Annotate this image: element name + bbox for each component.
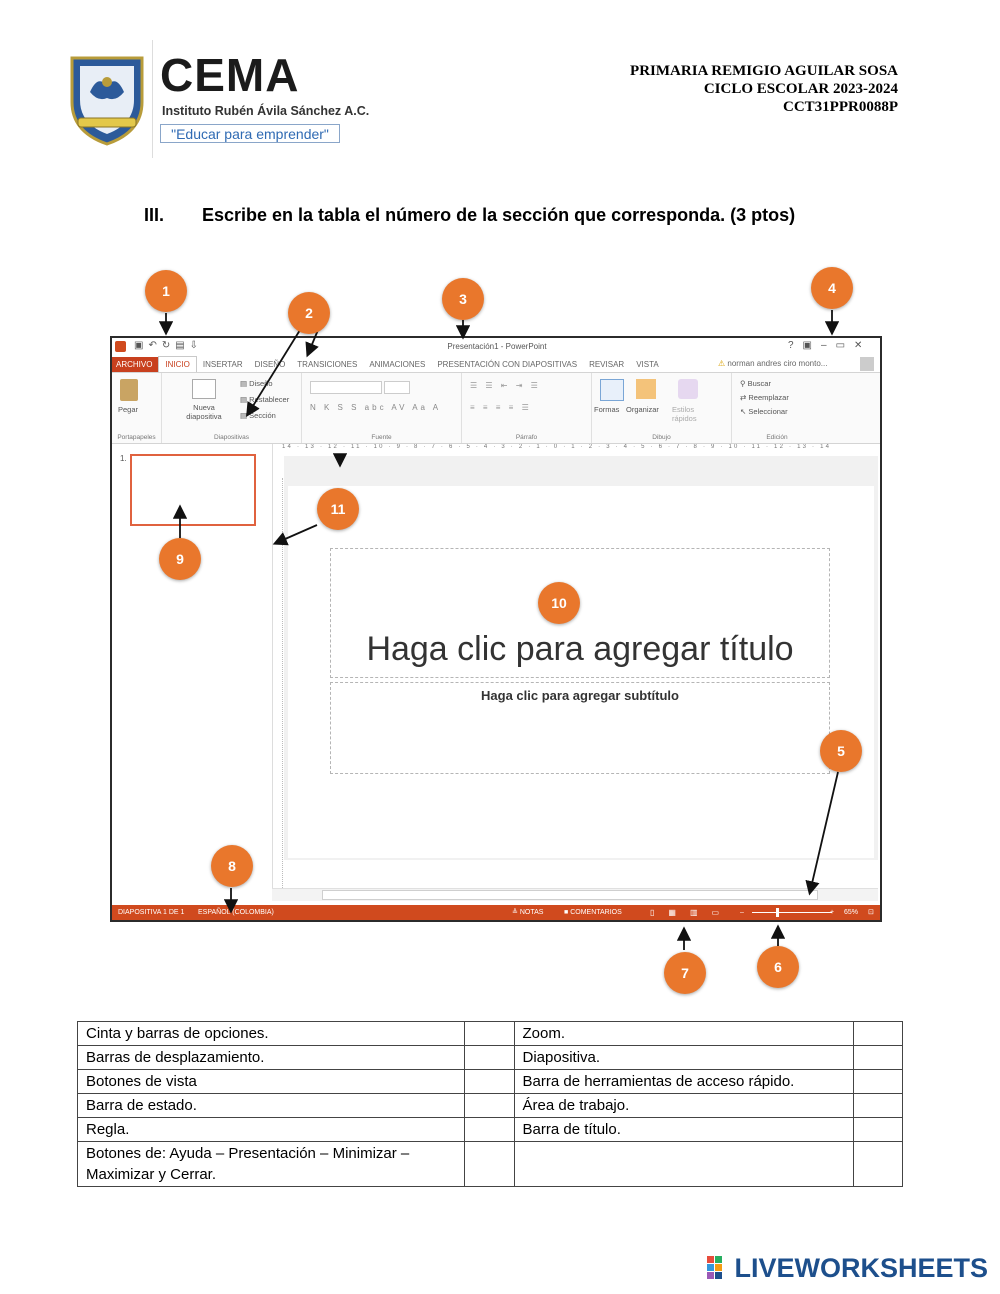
binoculars-icon: ⚲	[740, 379, 746, 388]
cursor-icon: ↖	[740, 407, 747, 416]
answer-cell[interactable]	[465, 1046, 514, 1070]
group-label: Edición	[766, 434, 788, 441]
answer-cell[interactable]	[465, 1142, 514, 1187]
group-label: Párrafo	[515, 434, 538, 441]
table-cell-label: Barras de desplazamiento.	[78, 1046, 465, 1070]
table-row	[78, 1070, 903, 1094]
table-cell-label: Cinta y barras de opciones.	[78, 1022, 465, 1046]
callout-4: 4	[811, 267, 853, 309]
logo-institution: Instituto Rubén Ávila Sánchez A.C.	[162, 104, 370, 118]
slide-thumbnail-number: 1.	[120, 454, 127, 463]
group-label: Dibujo	[652, 434, 671, 441]
table-cell-label: Botones de vista	[78, 1070, 465, 1094]
liveworksheets-brand: LIVEWORKSHEETS	[734, 1253, 988, 1283]
table-cell-label: Regla.	[78, 1118, 465, 1142]
answer-cell[interactable]	[853, 1142, 902, 1187]
list-buttons[interactable]: ☰ ☰ ⇤ ⇥ ☰	[470, 381, 541, 390]
arrange-button[interactable]: Organizar	[626, 405, 659, 414]
zoom-out-button[interactable]: –	[740, 909, 744, 916]
callout-11: 11	[317, 488, 359, 530]
logo-slogan: "Educar para emprender"	[160, 124, 340, 143]
callout-9: 9	[159, 538, 201, 580]
table-cell-label: Diapositiva.	[514, 1046, 853, 1070]
paste-button[interactable]: Pegar	[118, 405, 139, 414]
tab-animaciones[interactable]: ANIMACIONES	[369, 360, 426, 369]
group-label: Fuente	[371, 434, 392, 441]
table-cell-label	[514, 1142, 853, 1187]
window-controls[interactable]: ?▣–▭✕	[788, 340, 872, 351]
answer-cell[interactable]	[853, 1046, 902, 1070]
status-language[interactable]: ESPAÑOL (COLOMBIA)	[198, 909, 274, 916]
tab-inicio[interactable]: INICIO	[158, 356, 196, 373]
table-row	[78, 1094, 903, 1118]
callout-10: 10	[538, 582, 580, 624]
school-year: CICLO ESCOLAR 2023-2024	[703, 81, 898, 97]
tab-diseno[interactable]: DISEÑO	[254, 360, 286, 369]
quick-access-toolbar[interactable]: ▣↶↻▤⇩	[134, 340, 204, 351]
school-cct: CCT31PPR0088P	[783, 99, 898, 115]
font-format-buttons[interactable]: N K S S abc AV Aa A	[310, 403, 442, 412]
callout-5: 5	[820, 730, 862, 772]
user-name: norman andres ciro monto...	[727, 359, 828, 368]
answer-cell[interactable]	[465, 1094, 514, 1118]
tab-vista[interactable]: VISTA	[636, 360, 659, 369]
notes-icon: ≜	[512, 909, 518, 916]
table-row	[78, 1118, 903, 1142]
align-buttons[interactable]: ≡ ≡ ≡ ≡ ☰	[470, 403, 532, 412]
window-title: Presentación1 - PowerPoint	[447, 342, 547, 351]
liveworksheets-icon	[706, 1254, 732, 1280]
callout-8: 8	[211, 845, 253, 887]
answer-cell[interactable]	[465, 1070, 514, 1094]
answer-table	[77, 1021, 903, 1187]
comments-label: COMENTARIOS	[570, 909, 622, 916]
answer-cell[interactable]	[465, 1022, 514, 1046]
arrow-2a	[248, 330, 300, 414]
table-row	[78, 1022, 903, 1046]
warning-icon: ⚠	[718, 359, 726, 368]
new-slide-button[interactable]: Nueva diapositiva	[186, 403, 222, 421]
callout-6: 6	[757, 946, 799, 988]
arrow-11b	[276, 525, 317, 543]
section-label: Sección	[249, 411, 276, 420]
group-label: Portapapeles	[117, 434, 156, 441]
school-name: PRIMARIA REMIGIO AGUILAR SOSA	[630, 63, 898, 79]
replace-icon: ⇄	[740, 393, 747, 402]
table-cell-label: Área de trabajo.	[514, 1094, 853, 1118]
tab-archivo[interactable]: ARCHIVO	[112, 357, 158, 373]
tab-presentacion[interactable]: PRESENTACIÓN CON DIAPOSITIVAS	[437, 360, 578, 369]
table-row	[78, 1046, 903, 1070]
group-label: Diapositivas	[213, 434, 250, 441]
find-label: Buscar	[747, 379, 771, 388]
callout-3: 3	[442, 278, 484, 320]
callout-2: 2	[288, 292, 330, 334]
quick-styles-button[interactable]: Estilos rápidos	[672, 405, 697, 423]
layout-label: Diseño	[249, 379, 273, 388]
table-cell-label: Botones de: Ayuda – Presentación – Minimizar – Maximizar y Cerrar.	[78, 1142, 465, 1187]
answer-cell[interactable]	[853, 1070, 902, 1094]
table-cell-label: Zoom.	[514, 1022, 853, 1046]
shapes-button[interactable]: Formas	[594, 405, 620, 414]
tab-revisar[interactable]: REVISAR	[589, 360, 625, 369]
zoom-in-button[interactable]: +	[830, 909, 835, 916]
answer-cell[interactable]	[853, 1094, 902, 1118]
question-text: Escribe en la tabla el número de la sección que corresponda. (3 ptos)	[202, 205, 796, 225]
select-label: Seleccionar	[748, 407, 788, 416]
zoom-level[interactable]: 65%	[844, 909, 859, 916]
callout-7: 7	[664, 952, 706, 994]
logo-name: CEMA	[160, 49, 300, 101]
comment-icon: ■	[564, 909, 569, 916]
replace-label: Reemplazar	[748, 393, 789, 402]
title-placeholder[interactable]: Haga clic para agregar título	[366, 630, 794, 668]
arrow-5	[810, 772, 838, 892]
notes-label: NOTAS	[519, 909, 544, 916]
section-button[interactable]: ▤ Sección	[240, 411, 276, 420]
horizontal-ruler: 14 · 13 · 12 · 11 · 10 · 9 · 8 · 7 · 6 · 5 · 4 · 3 · 2 · 1 · 0 · 1 · 2 · 3 · 4 · 5 · 6 · 7 · 8 · 9 · 10 · 11 · 12 · 13 · 14	[282, 444, 832, 450]
liveworksheets-logo	[706, 1253, 988, 1284]
answer-cell[interactable]	[853, 1022, 902, 1046]
fit-slide-icon[interactable]: ⊡	[868, 909, 874, 916]
tab-transiciones[interactable]: TRANSICIONES	[297, 360, 358, 369]
tab-insertar[interactable]: INSERTAR	[202, 360, 243, 369]
callout-1: 1	[145, 270, 187, 312]
table-cell-label: Barra de herramientas de acceso rápido.	[514, 1070, 853, 1094]
answer-cell[interactable]	[853, 1118, 902, 1142]
table-cell-label: Barra de título.	[514, 1118, 853, 1142]
status-slide-count: DIAPOSITIVA 1 DE 1	[118, 909, 185, 916]
question-number: III.	[144, 205, 165, 225]
layout-button[interactable]: ▤ Diseño	[240, 379, 273, 388]
answer-cell[interactable]	[465, 1118, 514, 1142]
table-cell-label: Barra de estado.	[78, 1094, 465, 1118]
subtitle-placeholder[interactable]: Haga clic para agregar subtítulo	[481, 688, 679, 703]
table-row	[78, 1142, 903, 1187]
reset-label: Restablecer	[249, 395, 290, 404]
reset-button[interactable]: ▤ Restablecer	[240, 395, 290, 404]
view-buttons[interactable]: ▯▦▥▭	[650, 908, 734, 917]
